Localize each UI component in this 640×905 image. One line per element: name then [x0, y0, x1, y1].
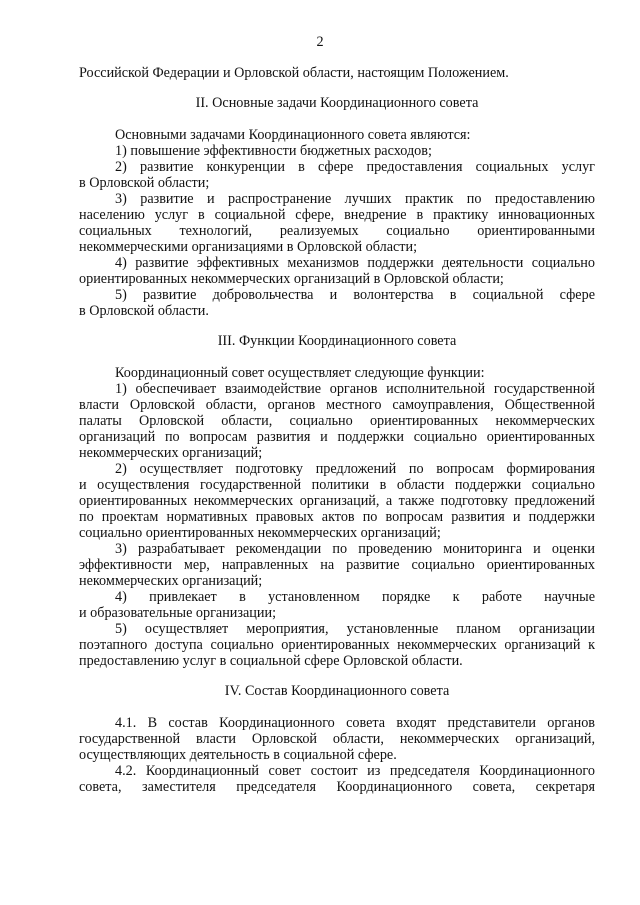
list-item: 3) развитие и распространение лучших практик по предоставлению: [115, 191, 595, 207]
list-item-continuation: эффективности мер, направленных на развитие социально ориентированных: [79, 557, 595, 573]
list-item-continuation: социальных технологий, реализуемых социально ориентированными: [79, 223, 595, 239]
list-item-continuation: и осуществления государственной политики в области поддержки социально: [79, 477, 595, 493]
list-item: 2) осуществляет подготовку предложений по вопросам формирования: [115, 461, 595, 477]
list-item-continuation: и образовательные организации;: [79, 605, 277, 621]
list-item-continuation: палаты Орловской области, социально ориентированных некоммерческих: [79, 413, 595, 429]
list-item-continuation: социально ориентированных некоммерческих организаций;: [79, 525, 441, 541]
page-body: [79, 65, 595, 795]
paragraph: Координационный совет осуществляет следующие функции:: [115, 365, 485, 381]
list-item-continuation: по проектам нормативных правовых актов по вопросам развития и поддержки: [79, 509, 595, 525]
section-heading: II. Основные задачи Координационного совета: [195, 95, 479, 111]
list-item: 2) развитие конкуренции в сфере предоставления социальных услуг: [115, 159, 595, 175]
paragraph-continuation: государственной власти Орловской области, некоммерческих организаций,: [79, 731, 595, 747]
list-item: 4) развитие эффективных механизмов поддержки деятельности социально: [115, 255, 595, 271]
section-heading: III. Функции Координационного совета: [217, 333, 457, 349]
paragraph: Основными задачами Координационного совета являются:: [115, 127, 471, 143]
list-item-continuation: поэтапного доступа социально ориентированных некоммерческих организаций к: [79, 637, 595, 653]
list-item: 5) развитие добровольчества и волонтерства в социальной сфере: [115, 287, 595, 303]
list-item-continuation: предоставлению услуг в социальной сфере Орловской области.: [79, 653, 463, 669]
paragraph-continuation: осуществляющих деятельность в социальной сфере.: [79, 747, 397, 763]
list-item-continuation: ориентированных некоммерческих организаций в Орловской области;: [79, 271, 504, 287]
section-heading: IV. Состав Координационного совета: [224, 683, 450, 699]
list-item-continuation: населению услуг в социальной сфере, внедрение в практику инновационных: [79, 207, 595, 223]
list-item-continuation: ориентированных некоммерческих организаций, а также подготовку предложений: [79, 493, 595, 509]
list-item: 4) привлекает в установленном порядке к работе научные: [115, 589, 595, 605]
list-item-continuation: власти Орловской области, органов местного самоуправления, Общественной: [79, 397, 595, 413]
list-item: 1) повышение эффективности бюджетных расходов;: [115, 143, 432, 159]
list-item-continuation: некоммерческими организациями в Орловской области;: [79, 239, 418, 255]
list-item: 3) разрабатывает рекомендации по проведению мониторинга и оценки: [115, 541, 595, 557]
list-item-continuation: в Орловской области.: [79, 303, 209, 319]
paragraph: Российской Федерации и Орловской области, настоящим Положением.: [79, 65, 509, 81]
list-item-continuation: некоммерческих организаций;: [79, 445, 263, 461]
paragraph: 4.2. Координационный совет состоит из председателя Координационного: [115, 763, 595, 779]
list-item-continuation: организаций по вопросам развития и поддержки социально ориентированных: [79, 429, 595, 445]
list-item-continuation: в Орловской области;: [79, 175, 210, 191]
list-item: 5) осуществляет мероприятия, установленные планом организации: [115, 621, 595, 637]
paragraph: 4.1. В состав Координационного совета входят представители органов: [115, 715, 595, 731]
list-item: 1) обеспечивает взаимодействие органов исполнительной государственной: [115, 381, 595, 397]
list-item-continuation: некоммерческих организаций;: [79, 573, 263, 589]
paragraph-continuation: совета, заместителя председателя Координационного совета, секретаря: [79, 779, 595, 795]
page-number: 2: [316, 34, 324, 50]
